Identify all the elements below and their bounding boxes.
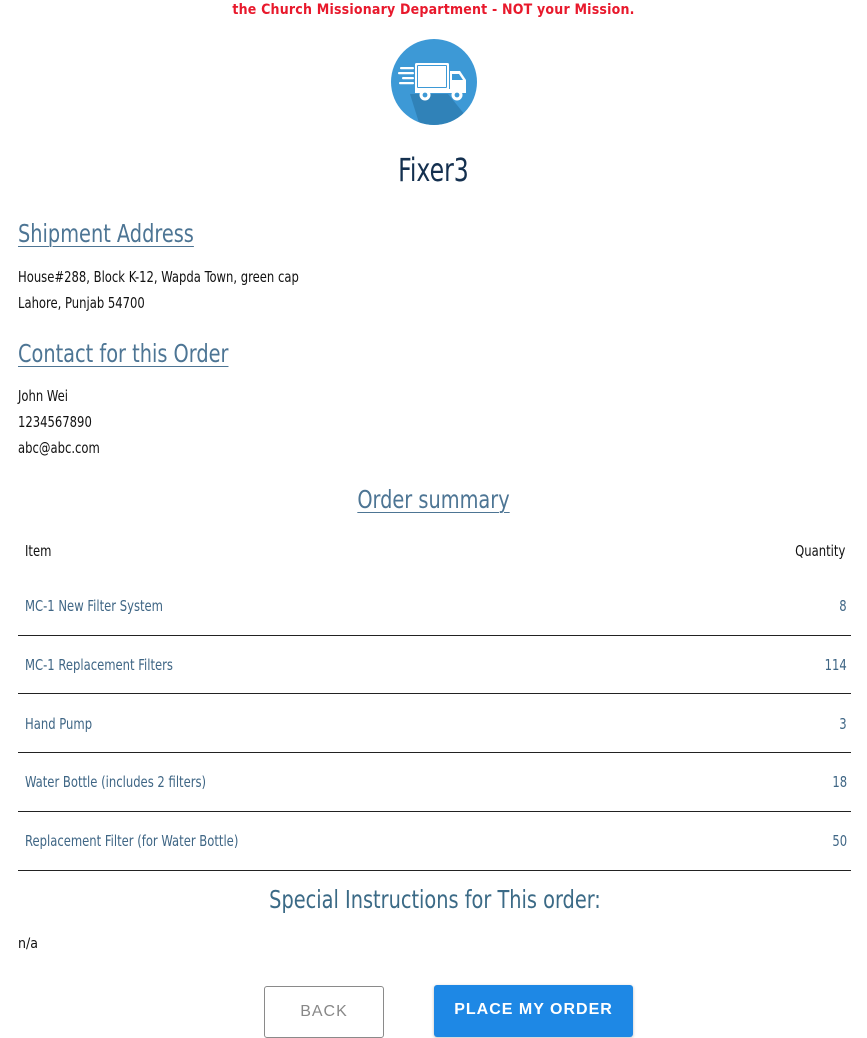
shipment-address-line-1: House#288, Block K-12, Wapda Town, green cap [18,268,299,286]
table-row [18,754,851,812]
item-name: MC-1 Replacement Filters [25,655,173,674]
shipment-address-heading: Shipment Address [18,219,194,248]
organization-name: Fixer3 [398,151,469,189]
item-quantity: 50 [832,832,847,851]
table-row [18,578,851,636]
contact-email: abc@abc.com [18,439,100,457]
warning-message: the Church Missionary Department - NOT your Mission. [232,2,635,18]
contact-phone: 1234567890 [18,413,92,431]
order-summary-heading: Order summary [357,485,510,514]
item-quantity: 114 [824,655,847,674]
org-logo [390,38,478,126]
special-instructions-text: n/a [18,936,38,952]
table-row [18,813,851,871]
item-quantity: 18 [832,773,847,792]
order-table [18,578,851,871]
table-row [18,637,851,695]
delivery-truck-icon [390,38,478,126]
back-button[interactable]: BACK [264,986,384,1038]
special-instructions-heading: Special Instructions for This order: [269,885,601,914]
item-name: Water Bottle (includes 2 filters) [25,773,207,792]
item-name: MC-1 New Filter System [25,597,163,615]
place-order-button[interactable]: PLACE MY ORDER [434,985,633,1037]
item-name: Hand Pump [25,714,93,733]
contact-heading: Contact for this Order [18,339,229,368]
item-column-header: Item [25,542,52,560]
contact-name: John Wei [18,387,69,405]
item-quantity: 3 [839,714,847,733]
quantity-column-header: Quantity [794,542,845,560]
shipment-address-line-2: Lahore, Punjab 54700 [18,294,145,312]
item-quantity: 8 [839,597,847,615]
item-name: Replacement Filter (for Water Bottle) [25,832,239,851]
table-row [18,696,851,754]
